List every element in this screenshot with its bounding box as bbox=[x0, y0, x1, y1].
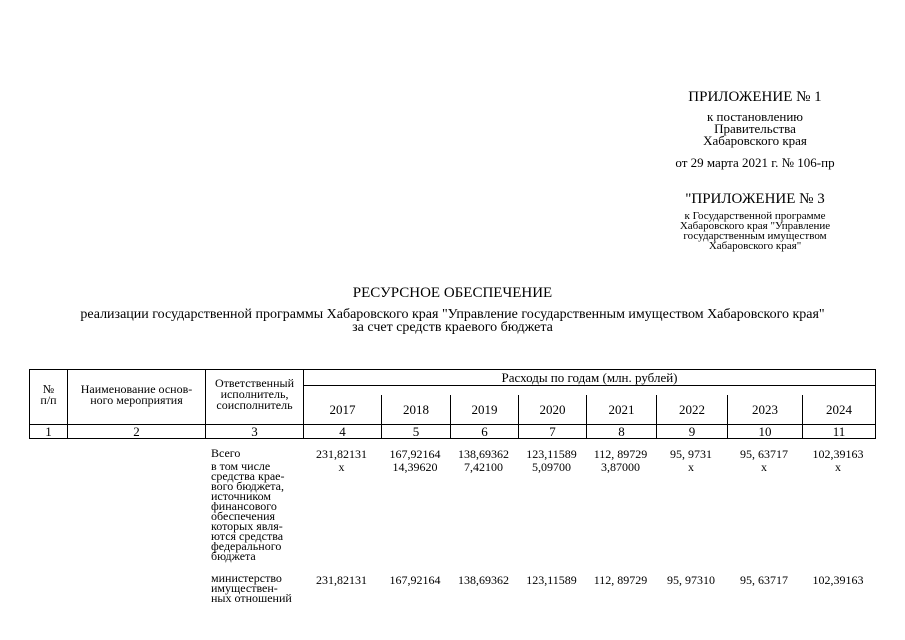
column-number: 2 bbox=[133, 424, 140, 439]
row-ministry-value: 231,82131 bbox=[316, 573, 367, 587]
appendix3-line2: Хабаровского края "Управление bbox=[679, 220, 831, 232]
header-year: 2021 bbox=[608, 402, 635, 417]
appendix1-date: от 29 марта 2021 г. № 106-пр bbox=[675, 155, 835, 170]
row-federal-value: x bbox=[688, 460, 694, 474]
row-federal-value: 5,09700 bbox=[532, 460, 571, 474]
header-activity-line2: ного мероприятия bbox=[90, 393, 183, 407]
table-divider bbox=[303, 385, 875, 386]
row-federal-label-line: обеспечения bbox=[211, 509, 276, 523]
row-ministry-value: 167,92164 bbox=[389, 573, 441, 587]
column-number: 8 bbox=[618, 424, 625, 439]
appendix1-line1: к постановлению bbox=[706, 109, 804, 124]
row-ministry-label-line: ных отношений bbox=[211, 591, 292, 605]
column-number: 1 bbox=[45, 424, 52, 439]
appendix3-title: "ПРИЛОЖЕНИЕ № 3 bbox=[685, 191, 825, 207]
row-total-value: 167,92164 bbox=[389, 447, 441, 461]
row-federal-value: 3,87000 bbox=[601, 460, 640, 474]
resource-table-header bbox=[29, 369, 876, 439]
row-federal-label-line: которых явля- bbox=[211, 519, 283, 533]
row-total-value: 102,39163 bbox=[812, 447, 864, 461]
row-federal-value: x bbox=[835, 460, 841, 474]
document-title: РЕСУРСНОЕ ОБЕСПЕЧЕНИЕ bbox=[352, 285, 553, 301]
column-number: 9 bbox=[688, 424, 696, 439]
row-total-value: 95, 9731 bbox=[670, 447, 712, 461]
row-ministry-value: 138,69362 bbox=[458, 573, 509, 587]
row-federal-label-line: вого бюджета, bbox=[211, 479, 284, 493]
row-federal-label bbox=[211, 461, 306, 561]
row-federal-label-line: бюджета bbox=[211, 549, 256, 563]
header-year: 2020 bbox=[539, 402, 566, 417]
header-year: 2019 bbox=[471, 402, 498, 417]
row-federal-value: 7,42100 bbox=[464, 460, 503, 474]
row-ministry-value: 95, 97310 bbox=[667, 573, 715, 587]
header-year: 2023 bbox=[752, 402, 778, 417]
row-federal-label-line: средства крае- bbox=[211, 469, 285, 483]
header-year: 2022 bbox=[679, 402, 705, 417]
column-number: 11 bbox=[832, 424, 846, 439]
appendix1-line3: Хабаровского края bbox=[703, 133, 807, 148]
row-total-value: 123,11589 bbox=[526, 447, 577, 461]
header-number-line2: п/п bbox=[40, 393, 57, 407]
header-executor-line3: соисполнитель bbox=[216, 398, 293, 412]
row-federal-value: x bbox=[761, 460, 767, 474]
appendix3-line4: Хабаровского края" bbox=[708, 240, 802, 252]
header-number bbox=[30, 384, 67, 406]
row-federal-label-line: федерального bbox=[211, 539, 282, 553]
row-total-value: 231,82131 bbox=[316, 447, 367, 461]
row-ministry-value: 123,11589 bbox=[526, 573, 577, 587]
header-executor bbox=[206, 378, 303, 411]
header-expenses: Расходы по годам (млн. рублей) bbox=[501, 370, 678, 385]
row-ministry-label-line: министерство bbox=[211, 571, 282, 585]
row-total-label: Всего bbox=[211, 446, 241, 460]
row-federal-label-line: ются средства bbox=[211, 529, 284, 543]
appendix3-basis bbox=[645, 211, 865, 251]
row-total-value: 95, 63717 bbox=[740, 447, 788, 461]
column-number: 5 bbox=[412, 424, 420, 439]
row-federal-label-line: источником bbox=[211, 489, 271, 503]
row-federal-label-line: финансового bbox=[211, 499, 277, 513]
column-number: 6 bbox=[481, 424, 488, 439]
column-number: 7 bbox=[549, 424, 556, 439]
column-number: 10 bbox=[758, 424, 772, 439]
row-ministry-label-line: имуществен- bbox=[211, 581, 278, 595]
column-number: 4 bbox=[339, 424, 346, 439]
appendix3-line3: государственным имуществом bbox=[683, 230, 827, 242]
header-number-line1: № bbox=[42, 382, 55, 396]
appendix3-line1: к Государственной программе bbox=[684, 210, 826, 222]
appendix1-line2: Правительства bbox=[714, 121, 796, 136]
header-executor-line2: исполнитель, bbox=[220, 387, 289, 401]
appendix1-basis bbox=[640, 111, 870, 147]
row-federal-label-line: в том числе bbox=[211, 459, 271, 473]
header-executor-line1: Ответственный bbox=[214, 376, 295, 390]
row-ministry-value: 112, 89729 bbox=[593, 573, 648, 587]
appendix1-title: ПРИЛОЖЕНИЕ № 1 bbox=[688, 89, 822, 105]
header-activity-line1: Наименование основ- bbox=[80, 382, 193, 396]
header-year: 2018 bbox=[403, 402, 429, 417]
column-number: 3 bbox=[251, 424, 258, 439]
header-activity-name bbox=[68, 384, 205, 406]
row-federal-value: x bbox=[338, 460, 345, 474]
row-ministry-value: 95, 63717 bbox=[740, 573, 788, 587]
row-total-value: 112, 89729 bbox=[593, 447, 648, 461]
row-ministry-label bbox=[211, 573, 306, 603]
row-ministry-value: 102,39163 bbox=[812, 573, 864, 587]
row-federal-value: 14,39620 bbox=[392, 460, 438, 474]
header-year: 2024 bbox=[826, 402, 852, 417]
row-total-value: 138,69362 bbox=[458, 447, 509, 461]
header-year: 2017 bbox=[329, 402, 356, 417]
document-subtitle-line1: реализации государственной программы Хабаровского края "Управление государственным имуществом Хабаровского края" bbox=[80, 307, 825, 322]
document-subtitle-line2: за счет средств краевого бюджета bbox=[352, 320, 553, 335]
